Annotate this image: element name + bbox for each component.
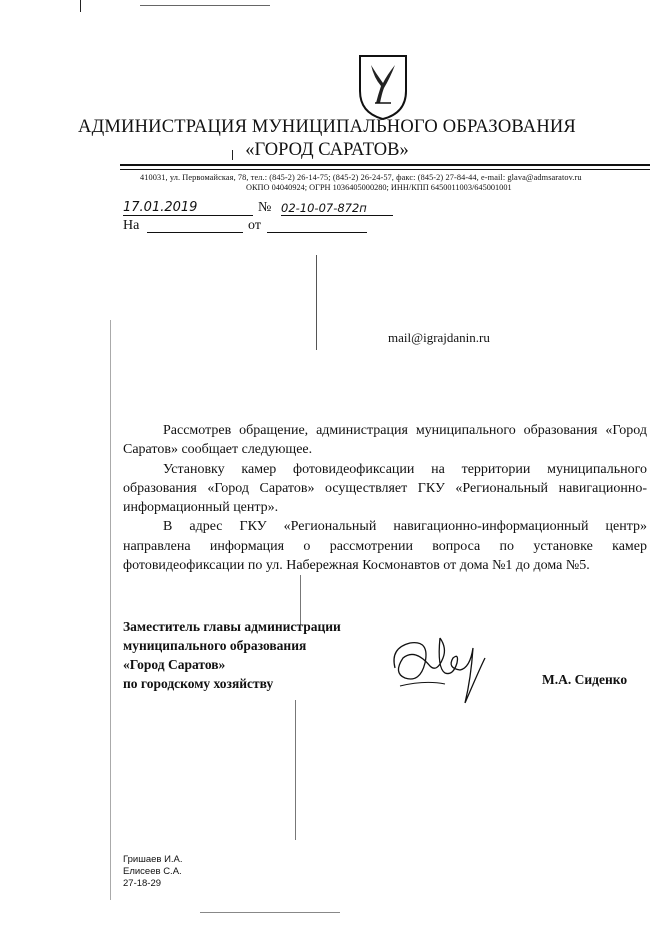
reference-from-label: от xyxy=(248,218,261,233)
header-codes: ОКПО 04040924; ОГРН 1036405000280; ИНН/КПП 6450011003/645001001 xyxy=(246,183,512,192)
number-label: № xyxy=(258,200,272,215)
header-address: 410031, ул. Первомайская, 78, тел.: (845-2) 26-14-75; (845-2) 26-24-57, факс: (845-2) 27-84-44, e-mail: glava@admsaratov.ru xyxy=(140,173,582,182)
organization-city: «ГОРОД САРАТОВ» xyxy=(245,140,409,160)
signatory-title-line: Заместитель главы администрации xyxy=(123,619,341,634)
executor-phone: 27-18-29 xyxy=(123,878,162,889)
reference-label: На xyxy=(123,218,140,233)
signatory-title-line: «Город Саратов» xyxy=(123,657,226,672)
body-paragraph: Установку камер фотовидеофиксации на территории муниципального образования «Город Саратов» осуществляет ГКУ «Региональный навигационно-информационный центр». xyxy=(123,461,647,516)
scan-artifact xyxy=(140,5,270,6)
registration-date: 17.01.2019 xyxy=(123,201,253,216)
executor-line: Елисеев С.А. xyxy=(123,866,182,877)
letter-body xyxy=(123,421,647,575)
reference-blank xyxy=(147,232,243,233)
body-paragraph: Рассмотрев обращение, администрация муниципального образования «Город Саратов» сообщает следующее. xyxy=(123,423,647,458)
scan-artifact xyxy=(80,0,81,12)
recipient-email: mail@igrajdanin.ru xyxy=(388,330,490,345)
handwritten-signature xyxy=(385,628,490,708)
scan-artifact xyxy=(110,320,111,900)
scan-artifact xyxy=(200,912,340,913)
organization-name: АДМИНИСТРАЦИЯ МУНИЦИПАЛЬНОГО ОБРАЗОВАНИЯ xyxy=(78,117,576,137)
signatory-title-line: муниципального образования xyxy=(123,638,307,653)
signatory-name: М.А. Сиденко xyxy=(542,672,628,687)
executor-info xyxy=(123,854,183,890)
header-rule-thin xyxy=(120,169,650,170)
scan-artifact xyxy=(316,255,317,350)
scan-artifact xyxy=(295,700,296,840)
header-rule-thick xyxy=(120,164,650,166)
reference-from-blank xyxy=(267,232,367,233)
saratov-coat-of-arms-icon xyxy=(357,53,409,121)
signatory-title xyxy=(123,617,341,693)
registration-number: 02-10-07-872п xyxy=(281,201,393,216)
executor-line: Гришаев И.А. xyxy=(123,854,183,865)
body-paragraph: В адрес ГКУ «Региональный навигационно-информационный центр» направлена информация о рассмотрении вопроса по установке камер фотовидеофиксации по ул. Набережная Космонавтов от дома №1 до дома №5. xyxy=(123,519,647,574)
signatory-title-line: по городскому хозяйству xyxy=(123,676,274,691)
